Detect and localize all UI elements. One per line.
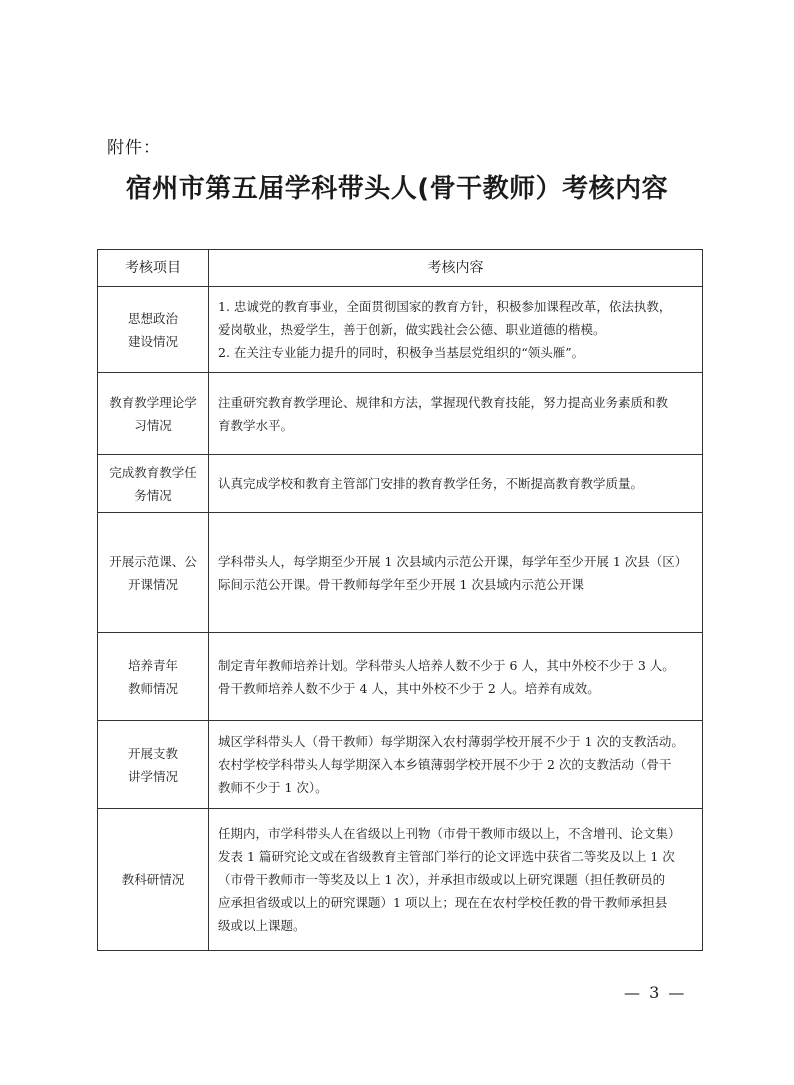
content-line: 际间示范公开课。骨干教师每学年至少开展 1 次县域内示范公开课: [218, 576, 584, 592]
content-line: 1. 忠诚党的教育事业，全面贯彻国家的教育方针，积极参加课程改革，依法执教，: [218, 299, 672, 314]
assessment-content: [209, 513, 703, 633]
content-line: 2. 在关注专业能力提升的同时，积极争当基层党组织的“领头雁”。: [218, 345, 585, 360]
assessment-item: [98, 455, 209, 513]
page-number: — 3 —: [624, 983, 687, 1002]
content-line: （市骨干教师市一等奖及以上 1 次），并承担市级或以上研究课题（担任教研员的: [218, 872, 666, 887]
content-line: 城区学科带头人（骨干教师）每学期深入农村薄弱学校开展不少于 1 次的支教活动。: [218, 734, 684, 749]
content-line: 注重研究教育教学理论、规律和方法，掌握现代教育技能，努力提高业务素质和教: [218, 394, 669, 410]
assessment-content: [209, 455, 703, 513]
item-label-line: 建设情况: [127, 333, 178, 349]
item-label-line: 思想政治: [127, 310, 178, 326]
table-row: [98, 633, 703, 721]
item-label-line: 开展支教: [127, 745, 178, 761]
table-row: [98, 455, 703, 513]
assessment-item: [98, 721, 209, 809]
item-label-line: 教师情况: [127, 680, 178, 696]
column-header-content: 考核内容: [209, 250, 703, 287]
content-line: 认真完成学校和教育主管部门安排的教育教学任务，不断提高教育教学质量。: [218, 476, 644, 491]
content-line: 制定青年教师培养计划。学科带头人培养人数不少于 6 人，其中外校不少于 3 人。: [218, 657, 675, 673]
item-label-line: 完成教育教学任: [109, 464, 197, 480]
table-row: [98, 809, 703, 951]
item-label-line: 教科研情况: [121, 872, 185, 887]
content-line: 任期内，市学科带头人在省级以上刊物（市骨干教师市级以上，不含增刊、论文集）: [218, 826, 681, 841]
assessment-content: [209, 373, 703, 455]
table-header-row: [98, 250, 703, 287]
column-header-item: 考核项目: [98, 250, 209, 287]
attachment-label: 附件：: [107, 138, 161, 158]
assessment-item: [98, 287, 209, 373]
content-line: 级或以上课题。: [218, 918, 306, 933]
assessment-content: [209, 633, 703, 721]
item-label-line: 务情况: [134, 487, 172, 503]
item-label-line: 讲学情况: [127, 768, 178, 784]
item-label-line: 开展示范课、公: [109, 553, 197, 569]
assessment-content: [209, 809, 703, 951]
table-row: [98, 373, 703, 455]
content-line: 农村学校学科带头人每学期深入本乡镇薄弱学校开展不少于 2 次的支教活动（骨干: [218, 757, 672, 772]
table-row: [98, 721, 703, 809]
content-line: 育教学水平。: [218, 417, 294, 433]
assessment-item: [98, 809, 209, 951]
assessment-content: [209, 721, 703, 809]
item-label-line: 习情况: [134, 417, 172, 433]
assessment-item: [98, 373, 209, 455]
content-line: 应承担省级或以上的研究课题）1 项以上；现在在农村学校任教的骨干教师承担县: [218, 895, 668, 910]
content-line: 学科带头人，每学期至少开展 1 次县域内示范公开课，每学年至少开展 1 次县（区）: [218, 553, 688, 569]
item-label-line: 教育教学理论学: [109, 394, 197, 410]
assessment-item: [98, 513, 209, 633]
content-line: 爱岗敬业，热爱学生，善于创新，做实践社会公德、职业道德的楷模。: [218, 322, 606, 337]
assessment-content: [209, 287, 703, 373]
item-label-line: 培养青年: [127, 657, 178, 673]
assessment-item: [98, 633, 209, 721]
content-line: 教师不少于 1 次）。: [218, 780, 328, 795]
assessment-table: [97, 249, 703, 951]
content-line: 发表 1 篇研究论文或在省级教育主管部门举行的论文评选中获省二等奖及以上 1 次: [218, 849, 675, 864]
document-title: 宿州市第五届学科带头人(骨干教师）考核内容: [125, 174, 669, 204]
table-row: [98, 513, 703, 633]
content-line: 骨干教师培养人数不少于 4 人，其中外校不少于 2 人。培养有成效。: [218, 680, 600, 696]
table-row: [98, 287, 703, 373]
item-label-line: 开课情况: [127, 576, 178, 592]
